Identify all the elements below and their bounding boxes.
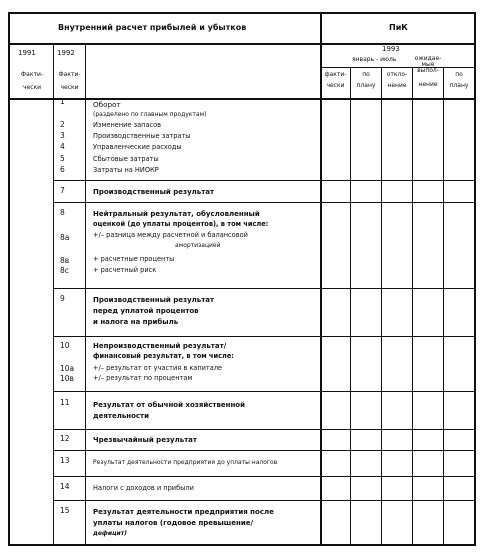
row-label: Управленческие расходы	[93, 143, 182, 151]
col-plan2-label: по плану	[449, 71, 469, 89]
col-deviation-label: откло- нение	[386, 71, 408, 89]
row-sep-9	[53, 500, 475, 501]
row-number: 10	[60, 341, 70, 350]
fact-1991-label: Факти- чески	[20, 71, 44, 91]
row-label: +/– результат по процентам	[93, 374, 193, 382]
col-line-1991	[53, 43, 54, 545]
frame-left	[8, 12, 10, 546]
period-line	[320, 67, 475, 68]
row-number: 11	[60, 398, 70, 407]
row-label: Изменение запасов	[93, 121, 162, 129]
row-label: амортизацией	[175, 242, 221, 249]
row-label: и налога на прибыль	[93, 318, 179, 326]
row-label: Производственный результат	[93, 296, 215, 304]
row-label: перед уплатой процентов	[93, 307, 199, 315]
row-number: 10а	[60, 364, 75, 373]
col-line-dev	[412, 67, 413, 545]
row-label: + расчетные проценты	[93, 255, 175, 263]
row-label: Сбытовые затраты	[93, 155, 159, 163]
col-expected-label: ожидае- мые выпол- нение	[414, 55, 442, 88]
row-number: 10в	[60, 374, 74, 383]
col-line-fact	[350, 67, 351, 545]
frame-bottom	[8, 544, 476, 546]
row-label: финансовый результат, в том числе:	[93, 352, 234, 360]
fact-1992-label: Факти- чески	[58, 71, 81, 91]
row-label: уплаты налогов (годовое превышение/	[93, 519, 254, 527]
title-left: Внутренний расчет прибылей и убытков	[58, 23, 247, 32]
row-sep-1	[53, 180, 475, 181]
row-label: Нейтральный результат, обусловленный	[93, 210, 260, 218]
row-number: 15	[60, 506, 70, 515]
row-label: + расчетный риск	[93, 266, 157, 274]
row-label: (разделено по главным продуктам)	[93, 111, 207, 118]
row-label: +/– результат от участия в капитале	[93, 364, 223, 372]
title-right: ПиК	[389, 23, 408, 32]
row-label: Оборот	[93, 100, 121, 109]
row-label: Непроизводственный результат/	[93, 342, 227, 350]
row-label: Затраты на НИОКР	[93, 166, 159, 174]
header-bottom	[8, 98, 476, 100]
row-label: +/– разница между расчетной и балансовой	[93, 231, 248, 239]
row-number: 8а	[60, 233, 70, 242]
year-1993: 1993	[382, 45, 400, 53]
row-sep-5	[53, 391, 475, 392]
row-number: 6	[60, 165, 65, 174]
row-sep-4	[53, 336, 475, 337]
row-sep-8	[53, 476, 475, 477]
row-label: дефицит)	[93, 530, 127, 537]
row-label: оценкой (до уплаты процентов), в том числе:	[93, 220, 269, 228]
row-sep-7	[53, 450, 475, 451]
row-number: 14	[60, 482, 70, 491]
year-1992: 1992	[57, 49, 75, 57]
frame-right	[474, 12, 476, 546]
col-line-desc	[320, 12, 322, 546]
row-label: Результат деятельности предприятия до уплаты налогов	[93, 459, 278, 466]
row-number: 8	[60, 208, 65, 217]
row-label: Производственный результат	[93, 188, 215, 196]
row-label: Результат от обычной хозяйственной	[93, 401, 246, 409]
row-number: 7	[60, 186, 65, 195]
col-line-plan	[381, 67, 382, 545]
row-number: 3	[60, 131, 65, 140]
year-1991: 1991	[18, 49, 36, 57]
col-line-exp	[443, 67, 444, 545]
col-fact-label: факти- чески	[324, 71, 347, 89]
row-label: деятельности	[93, 412, 150, 420]
row-number: 13	[60, 456, 70, 465]
row-label: Налоги с доходов и прибыли	[93, 484, 194, 492]
period-label: январь - июль	[352, 56, 397, 63]
row-number: 8с	[60, 266, 69, 275]
row-number: 1	[60, 97, 65, 106]
row-number: 8в	[60, 256, 70, 265]
row-number: 5	[60, 154, 65, 163]
row-label: Чрезвычайный результат	[93, 436, 197, 444]
frame-top	[8, 12, 476, 14]
col-line-1992	[85, 43, 86, 545]
col-plan-label: по плану	[356, 71, 376, 89]
row-number: 2	[60, 120, 65, 129]
row-label: Результат деятельности предприятия после	[93, 508, 274, 516]
row-number: 9	[60, 294, 65, 303]
row-sep-6	[53, 429, 475, 430]
row-number: 4	[60, 142, 65, 151]
row-number: 12	[60, 434, 70, 443]
row-sep-3	[53, 288, 475, 289]
title-row-bottom	[8, 43, 476, 45]
row-sep-2	[53, 202, 475, 203]
row-label: Производственные затраты	[93, 132, 191, 140]
